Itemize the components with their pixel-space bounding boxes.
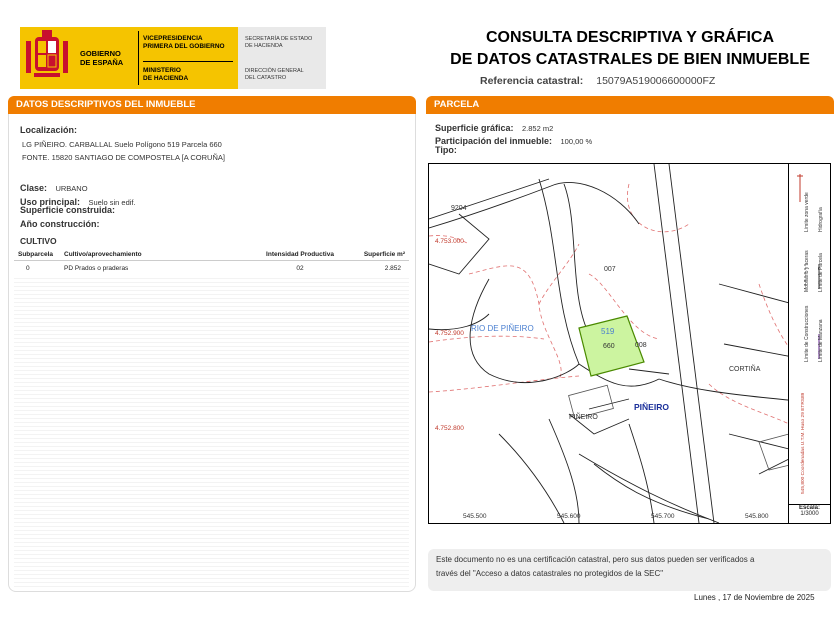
- map-label-660: 660: [603, 343, 615, 350]
- clase-label: Clase:: [20, 183, 48, 193]
- government-logo: [20, 27, 326, 89]
- map-label-008: 008: [635, 342, 647, 349]
- map-scale: [788, 504, 830, 523]
- uso-label: Uso principal:: [20, 197, 81, 207]
- map-coord-x4: 545.800: [745, 513, 769, 520]
- cultivo-table: [14, 249, 409, 276]
- superficie-grafica-label: Superficie gráfica:: [435, 123, 514, 133]
- superficie-grafica-value: 2.852 m2: [521, 124, 554, 133]
- reference-value: 15079A519006600000FZ: [596, 75, 716, 87]
- cell-intensidad: 02: [296, 265, 304, 272]
- legend-item-construcciones: Límite de Construcciones: [804, 305, 810, 362]
- map-label-rio: RIO DE PIÑEIRO: [471, 324, 534, 333]
- vicepresidencia-text: VICEPRESIDENCIA PRIMERA DEL GOBIERNO: [143, 35, 225, 50]
- legend-item-manzana: Límite de Manzana: [818, 319, 824, 362]
- notice-line2: través del "Acceso a datos catastrales no protegidos de la SEC": [436, 569, 664, 578]
- map-coord-y1: 4.753.000: [435, 238, 464, 245]
- map-label-007: 007: [604, 266, 616, 273]
- map-coord-x2: 545.600: [557, 513, 581, 520]
- superficie-construida-label: Superficie construida:: [20, 205, 116, 215]
- descriptive-header: DATOS DESCRIPTIVOS DEL INMUEBLE: [8, 96, 416, 114]
- parcela-header: PARCELA: [426, 96, 834, 114]
- direccion-text: DIRECCIÓN GENERAL DEL CATASTRO: [245, 68, 304, 81]
- scale-label: Escala:: [798, 505, 820, 511]
- map-label-9204: 9204: [451, 205, 467, 212]
- secretaria-text: SECRETARÍA DE ESTADO DE HACIENDA: [245, 36, 313, 49]
- col-intensidad: Intensidad Productiva: [260, 249, 340, 261]
- map-label-519: 519: [601, 327, 615, 336]
- verification-notice: [428, 549, 831, 591]
- reference-line: [480, 75, 715, 87]
- gobierno-text: GOBIERNO DE ESPAÑA: [80, 49, 124, 67]
- scale-value: 1/3000: [800, 511, 819, 517]
- cell-superficie: 2.852: [384, 265, 401, 272]
- map-legend: [788, 164, 830, 504]
- page-title: CONSULTA DESCRIPTIVA Y GRÁFICA DE DATOS CATASTRALES DE BIEN INMUEBLE: [450, 29, 810, 68]
- map-coord-y3: 4.752.800: [435, 425, 464, 432]
- legend-item-parcela: Límite de Parcela: [818, 253, 824, 292]
- map-label-pineiro-small: PIÑEIRO: [569, 414, 598, 421]
- tipo-label: Tipo:: [435, 145, 457, 155]
- legend-item-hidrografia: Hidrografía: [818, 207, 824, 232]
- cultivo-label: CULTIVO: [20, 236, 57, 246]
- table-row: [14, 261, 409, 277]
- participacion-value: 100,00 %: [560, 137, 593, 146]
- ministerio-text: MINISTERIO DE HACIENDA: [143, 67, 189, 82]
- map-coord-x3: 545.700: [651, 513, 675, 520]
- legend-item-zona-verde: Límite zona verde: [804, 192, 810, 232]
- legend-item-mobiliario: Mobiliario y aceras: [804, 250, 810, 292]
- notice-line1: Este documento no es una certificación catastral, pero sus datos pueden ser verificados a: [436, 555, 755, 564]
- map-label-pineiro-big: PIÑEIRO: [634, 402, 669, 412]
- map-coord-y2: 4.752.900: [435, 330, 464, 337]
- map-label-cortina: CORTIÑA: [729, 366, 761, 373]
- anio-construccion-label: Año construcción:: [20, 219, 100, 229]
- coat-of-arms-icon: [20, 27, 74, 89]
- cell-subparcela: 0: [26, 265, 30, 272]
- clase-value: URBANO: [55, 184, 88, 193]
- uso-value: Suelo sin edif.: [88, 198, 136, 207]
- col-cultivo: Cultivo/aprovechamiento: [60, 249, 260, 261]
- col-subparcela: Subparcela: [14, 249, 60, 261]
- localizacion-label: Localización:: [20, 125, 78, 135]
- document-date: Lunes , 17 de Noviembre de 2025: [694, 593, 815, 602]
- logo-grey-band: [238, 27, 326, 89]
- localizacion-line2: FONTE. 15820 SANTIAGO DE COMPOSTELA [A CORUÑA]: [22, 153, 225, 162]
- map-coord-x1: 545.500: [463, 513, 487, 520]
- localizacion-line1: LG PIÑEIRO. CARBALLAL Suelo Polígono 519 Parcela 660: [22, 140, 222, 149]
- col-superficie: Superficie m²: [340, 249, 409, 261]
- reference-label: Referencia catastral:: [480, 75, 584, 87]
- participacion-row: [435, 131, 592, 149]
- participacion-label: Participación del inmueble:: [435, 136, 553, 146]
- logo-yellow-band: [20, 27, 238, 89]
- cell-cultivo: PD Prados o praderas: [64, 265, 129, 272]
- cadastral-map[interactable]: [428, 163, 831, 524]
- table-empty-lines: [14, 278, 409, 590]
- legend-coords: 545,800 Coordenadas U.T.M. Huso 29 ETRS89: [801, 392, 806, 494]
